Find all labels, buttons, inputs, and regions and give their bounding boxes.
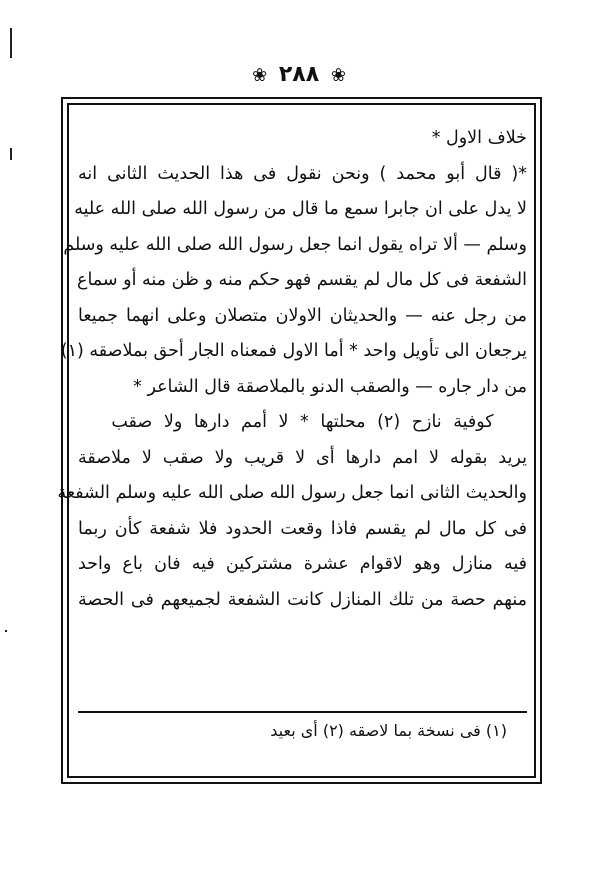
footnote-divider	[78, 711, 527, 713]
text-line: من رجل عنه — والحديثان الاولان متصلان وعلى انهما جميعا	[78, 305, 527, 326]
ornament-icon: ❀	[252, 65, 268, 86]
ornament-icon: ❀	[330, 65, 346, 86]
text-line: *( قال أبو محمد ) ونحن نقول فى هذا الحديث الثانى انه	[78, 163, 527, 184]
text-line: لا يدل على ان جابرا سمع ما قال من رسول الله صلى الله عليه	[74, 199, 527, 219]
text-line: منهم حصة من تلك المنازل كانت الشفعة لجميعهم فى الحصة	[78, 589, 527, 610]
text-line: يريد بقوله لا امم دارها أى لا قريب ولا صقب لا ملاصقة	[78, 447, 527, 468]
page-number-value: ٢٨٨	[278, 62, 320, 87]
footnote: (١) فى نسخة بما لاصقه (٢) أى بعيد	[270, 721, 507, 740]
text-line: من دار جاره — والصقب الدنو بالملاصقة قال الشاعر *	[133, 376, 527, 397]
text-line: فيه منازل وهو لاقوام عشرة مشتركين فيه فان باع واحد	[78, 554, 527, 574]
body-text	[57, 121, 527, 618]
verse-line: كوفية نازح (٢) محلتها * لا أمم دارها ولا صقب	[111, 412, 494, 432]
text-line: والحديث الثانى انما جعل رسول الله صلى الله عليه وسلم الشفعة	[57, 483, 527, 503]
text-line: الشفعة فى كل مال لم يقسم فهو حكم منه و ظن منه أو سماع	[77, 270, 527, 290]
text-line: يرجعان الى تأويل واحد * أما الاول فمعناه الجار أحق بملاصقه (١)	[60, 341, 527, 361]
scan-edge-mark	[5, 630, 7, 632]
scan-edge-mark	[10, 28, 12, 58]
text-line: فى كل مال لم يقسم فاذا وقعت الحدود فلا شفعة كأن ربما	[78, 518, 527, 539]
text-line: خلاف الاول *	[431, 128, 527, 148]
page-number	[0, 62, 598, 87]
text-line: وسلم — ألا تراه يقول انما جعل رسول الله صلى الله عليه وسلم	[63, 234, 527, 255]
scan-edge-mark	[10, 148, 12, 160]
